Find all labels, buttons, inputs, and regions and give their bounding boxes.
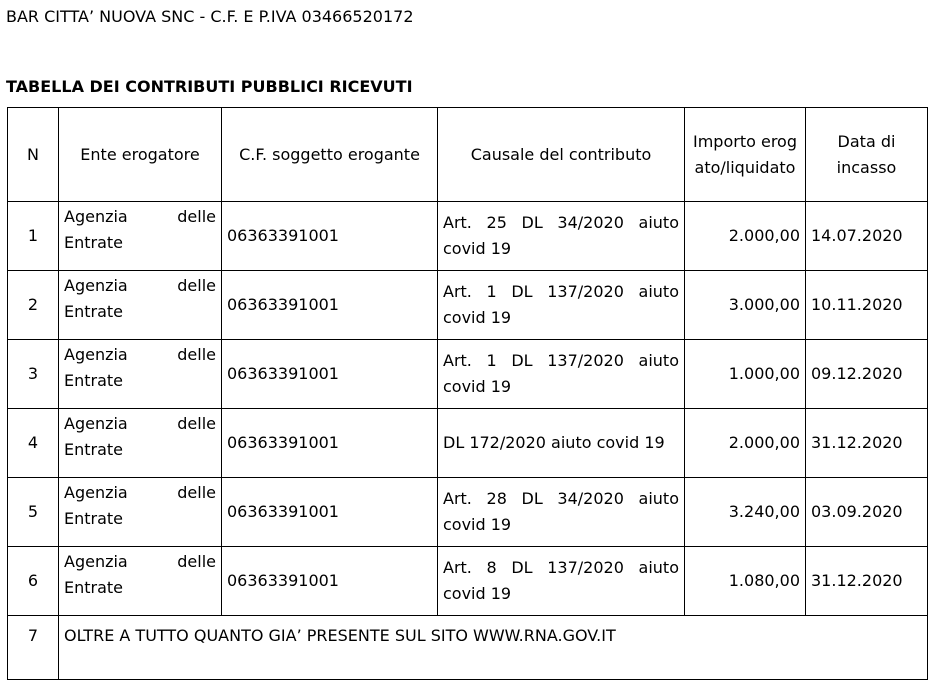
data-incasso-cell: 31.12.2020	[806, 547, 928, 616]
row-number: 4	[8, 409, 59, 478]
row-number: 3	[8, 340, 59, 409]
table-row-final	[8, 616, 928, 680]
table-row	[8, 547, 928, 616]
cf-cell: 06363391001	[222, 202, 438, 271]
column-header-data: Data di incasso	[806, 108, 928, 202]
row-number: 6	[8, 547, 59, 616]
cf-cell: 06363391001	[222, 478, 438, 547]
final-note-cell: OLTRE A TUTTO QUANTO GIA’ PRESENTE SUL SITO WWW.RNA.GOV.IT	[59, 616, 928, 680]
column-header-importo: Importo erogato/liquidato	[685, 108, 806, 202]
causale-cell: Art. 28 DL 34/2020 aiuto covid 19	[438, 478, 685, 547]
ente-erogatore-cell: Agenzia delle Entrate	[59, 547, 222, 616]
company-header: BAR CITTA’ NUOVA SNC - C.F. E P.IVA 03466520172	[6, 7, 414, 26]
row-number: 2	[8, 271, 59, 340]
importo-cell: 3.000,00	[685, 271, 806, 340]
column-header-n: N	[8, 108, 59, 202]
table-header-row	[8, 108, 928, 202]
ente-erogatore-cell: Agenzia delle Entrate	[59, 202, 222, 271]
data-incasso-cell: 09.12.2020	[806, 340, 928, 409]
cf-cell: 06363391001	[222, 271, 438, 340]
causale-cell: Art. 8 DL 137/2020 aiuto covid 19	[438, 547, 685, 616]
data-incasso-cell: 10.11.2020	[806, 271, 928, 340]
column-header-ente: Ente erogatore	[59, 108, 222, 202]
importo-cell: 1.000,00	[685, 340, 806, 409]
table-row	[8, 478, 928, 547]
ente-erogatore-cell: Agenzia delle Entrate	[59, 478, 222, 547]
data-incasso-cell: 03.09.2020	[806, 478, 928, 547]
column-header-causale: Causale del contributo	[438, 108, 685, 202]
table-row	[8, 271, 928, 340]
importo-cell: 3.240,00	[685, 478, 806, 547]
ente-erogatore-cell: Agenzia delle Entrate	[59, 271, 222, 340]
importo-cell: 2.000,00	[685, 202, 806, 271]
causale-cell: DL 172/2020 aiuto covid 19	[438, 409, 685, 478]
importo-cell: 2.000,00	[685, 409, 806, 478]
column-header-cf: C.F. soggetto erogante	[222, 108, 438, 202]
causale-cell: Art. 1 DL 137/2020 aiuto covid 19	[438, 340, 685, 409]
contributions-table	[7, 107, 928, 680]
row-number: 7	[8, 616, 59, 680]
causale-cell: Art. 25 DL 34/2020 aiuto covid 19	[438, 202, 685, 271]
ente-erogatore-cell: Agenzia delle Entrate	[59, 340, 222, 409]
table-row	[8, 409, 928, 478]
cf-cell: 06363391001	[222, 547, 438, 616]
ente-erogatore-cell: Agenzia delle Entrate	[59, 409, 222, 478]
row-number: 5	[8, 478, 59, 547]
cf-cell: 06363391001	[222, 409, 438, 478]
row-number: 1	[8, 202, 59, 271]
cf-cell: 06363391001	[222, 340, 438, 409]
causale-cell: Art. 1 DL 137/2020 aiuto covid 19	[438, 271, 685, 340]
table-row	[8, 202, 928, 271]
importo-cell: 1.080,00	[685, 547, 806, 616]
table-row	[8, 340, 928, 409]
data-incasso-cell: 31.12.2020	[806, 409, 928, 478]
table-title: TABELLA DEI CONTRIBUTI PUBBLICI RICEVUTI	[6, 77, 413, 96]
data-incasso-cell: 14.07.2020	[806, 202, 928, 271]
